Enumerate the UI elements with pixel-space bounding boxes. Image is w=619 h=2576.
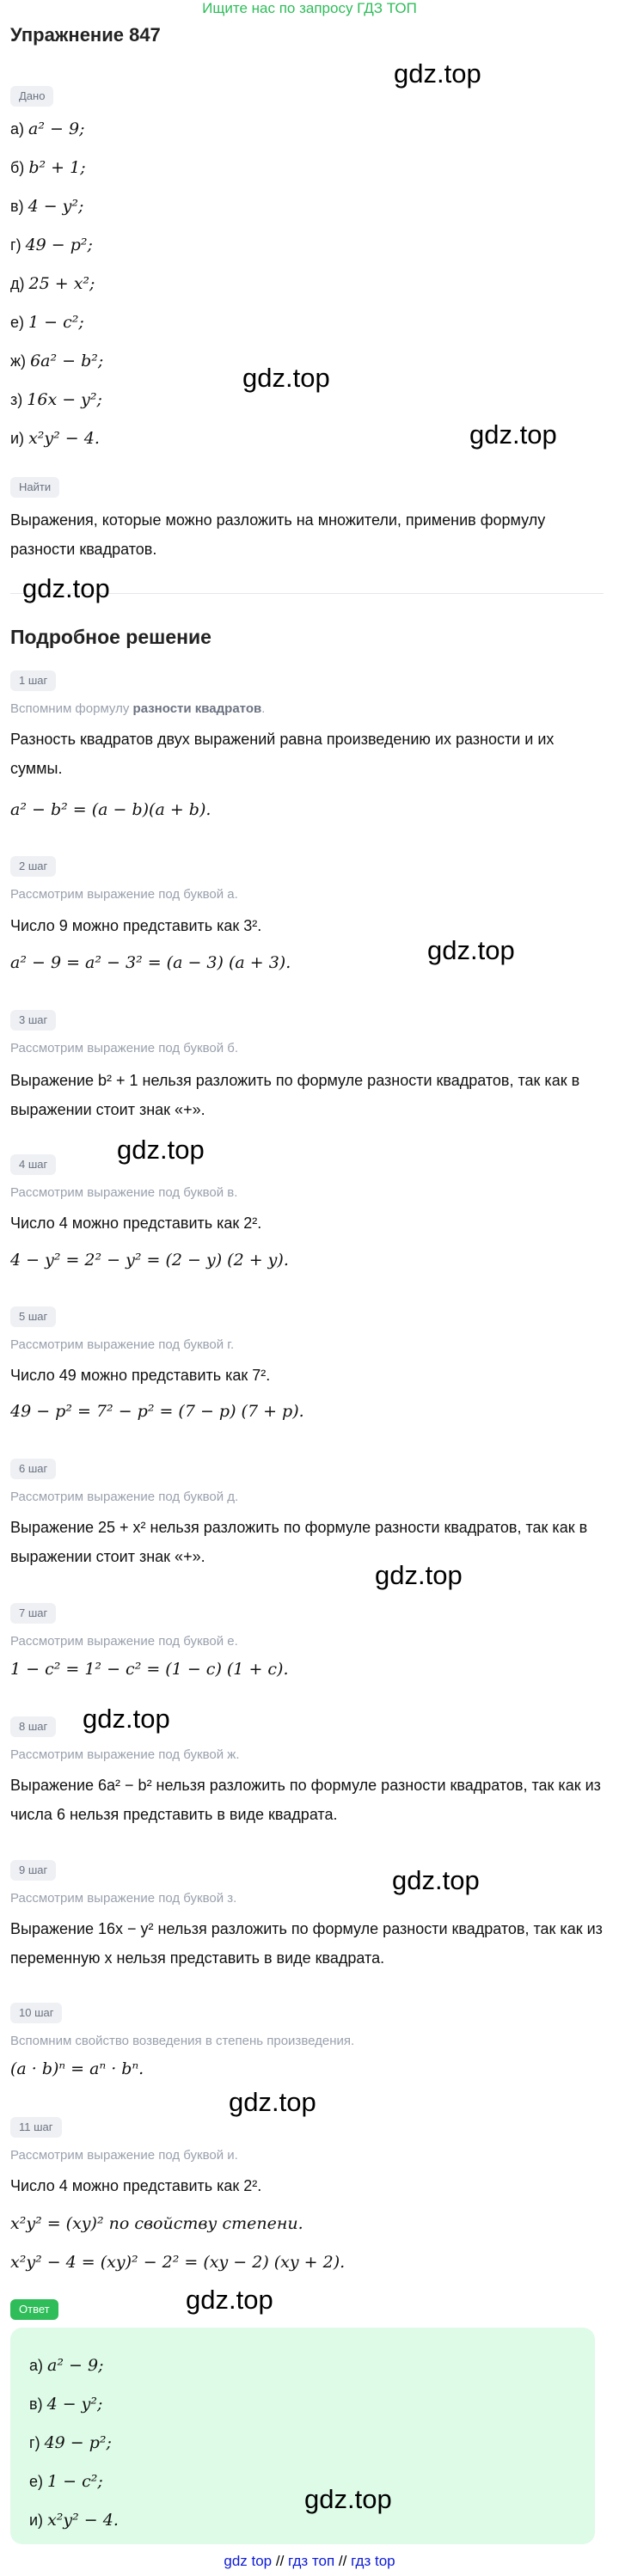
watermark: gdz.top (83, 1704, 170, 1734)
given-item-z: з) 16x − y²; (10, 390, 102, 409)
step-text: Число 49 можно представить как 7². (10, 1367, 271, 1384)
step-text: Число 4 можно представить как 2². (10, 2177, 262, 2194)
step-hint: Рассмотрим выражение под буквой а. (10, 887, 238, 902)
step-hint: Рассмотрим выражение под буквой в. (10, 1185, 238, 1200)
step-tag: 8 шаг (10, 1716, 56, 1737)
given-item-b: б) b² + 1; (10, 158, 86, 177)
step-text: Число 9 можно представить как 3². (10, 917, 262, 934)
answer-item: а) a² − 9; (29, 2356, 104, 2375)
step-text: Выражение b² + 1 нельзя разложить по формуле разности квадратов, так как в выражении стоит знак «+». (10, 1072, 580, 1118)
footer-links: gdz top // гдз топ // гдз top (224, 2553, 395, 2569)
answer-item: г) 49 − p²; (29, 2433, 112, 2452)
step-hint: Рассмотрим выражение под буквой д. (10, 1490, 239, 1504)
step-tag: 5 шаг (10, 1306, 56, 1327)
step-formula: a² − b² = (a − b)(a + b). (10, 800, 211, 819)
step-formula: a² − 9 = a² − 3² = (a − 3) (a + 3). (10, 953, 291, 972)
step-formula: (a · b)ⁿ = aⁿ · bⁿ. (10, 2059, 144, 2078)
step-hint: Рассмотрим выражение под буквой ж. (10, 1747, 240, 1762)
step-tag: 10 шаг (10, 2003, 62, 2023)
step-tag: 7 шаг (10, 1603, 56, 1624)
step-text: Число 4 можно представить как 2². (10, 1215, 262, 1232)
given-item-i: и) x²y² − 4. (10, 429, 100, 448)
answer-tag: Ответ (10, 2299, 58, 2320)
step-text: Выражение 25 + x² нельзя разложить по формуле разности квадратов, так как в выражении стоит знак «+». (10, 1519, 588, 1565)
step-formula: 4 − y² = 2² − y² = (2 − y) (2 + y). (10, 1251, 289, 1270)
solution-title: Подробное решение (10, 626, 211, 648)
step-hint: Рассмотрим выражение под буквой г. (10, 1337, 235, 1352)
step-tag: 9 шаг (10, 1860, 56, 1881)
step-hint: Рассмотрим выражение под буквой и. (10, 2148, 238, 2163)
watermark: gdz.top (427, 935, 515, 965)
step-tag: 6 шаг (10, 1459, 56, 1479)
given-item-e: е) 1 − c²; (10, 313, 84, 332)
given-item-g: г) 49 − p²; (10, 236, 93, 254)
step-hint: Вспомним формулу разности квадратов. (10, 701, 266, 716)
given-item-zh: ж) 6a² − b²; (10, 352, 104, 370)
given-item-a: а) a² − 9; (10, 119, 85, 138)
watermark: gdz.top (229, 2087, 316, 2117)
given-tag: Дано (10, 86, 53, 107)
step-hint: Рассмотрим выражение под буквой з. (10, 1891, 237, 1906)
step-tag: 4 шаг (10, 1154, 56, 1175)
given-item-d: д) 25 + x²; (10, 274, 95, 293)
find-tag: Найти (10, 477, 59, 498)
watermark: gdz.top (22, 573, 110, 603)
step-text: Выражение 6a² − b² нельзя разложить по формуле разности квадратов, так как из числа 6 нельзя представить в виде квадрата. (10, 1777, 601, 1823)
footer-link[interactable]: gdz top (224, 2553, 273, 2569)
step-hint: Вспомним свойство возведения в степень произведения. (10, 2034, 355, 2048)
answer-item: в) 4 − y²; (29, 2395, 103, 2414)
top-note[interactable]: Ищите нас по запросу ГДЗ ТОП (202, 0, 417, 16)
find-text: Выражения, которые можно разложить на множители, применив формулу разности квадратов. (10, 511, 546, 558)
watermark: gdz.top (242, 363, 330, 393)
watermark: gdz.top (186, 2285, 273, 2315)
step-formula: x²y² = (xy)² по свойству степени. (10, 2214, 303, 2233)
answer-item: и) x²y² − 4. (29, 2511, 119, 2530)
answer-item: е) 1 − c²; (29, 2472, 103, 2491)
page-title: Упражнение 847 (10, 24, 161, 46)
step-formula: 49 − p² = 7² − p² = (7 − p) (7 + p). (10, 1402, 304, 1421)
step-tag: 3 шаг (10, 1010, 56, 1031)
step-hint: Рассмотрим выражение под буквой б. (10, 1041, 239, 1055)
footer-link[interactable]: гдз top (351, 2553, 395, 2569)
step-hint: Рассмотрим выражение под буквой е. (10, 1634, 238, 1649)
watermark: gdz.top (392, 1865, 480, 1895)
watermark: gdz.top (375, 1560, 463, 1590)
step-text: Разность квадратов двух выражений равна произведению их разности и их суммы. (10, 731, 555, 777)
watermark: gdz.top (117, 1135, 205, 1165)
watermark: gdz.top (304, 2484, 392, 2514)
step-tag: 11 шаг (10, 2117, 62, 2138)
step-formula: 1 − c² = 1² − c² = (1 − c) (1 + c). (10, 1660, 289, 1679)
step-tag: 1 шаг (10, 670, 56, 691)
watermark: gdz.top (469, 419, 557, 450)
watermark: gdz.top (394, 58, 481, 89)
step-text: Выражение 16x − y² нельзя разложить по формуле разности квадратов, так как из переменную x нельзя представить в виде квадрата. (10, 1920, 603, 1967)
step-tag: 2 шаг (10, 856, 56, 877)
footer-link[interactable]: гдз топ (288, 2553, 335, 2569)
given-item-v: в) 4 − y²; (10, 197, 84, 216)
step-formula-2: x²y² − 4 = (xy)² − 2² = (xy − 2) (xy + 2). (10, 2253, 346, 2272)
